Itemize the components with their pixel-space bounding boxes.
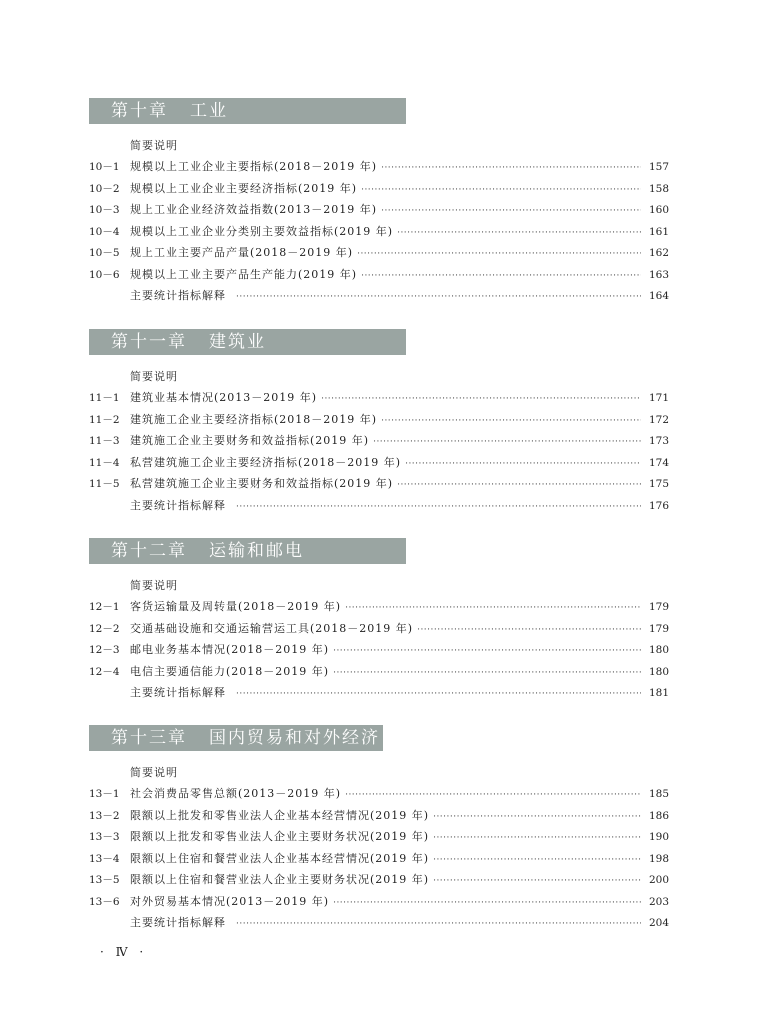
- toc-entry[interactable]: [89, 848, 669, 870]
- entry-title: 规模以上工业企业主要经济指标(2019 年): [130, 181, 358, 195]
- toc-entry[interactable]: [89, 264, 669, 286]
- toc-entry[interactable]: [89, 452, 669, 474]
- dot-leader: [333, 641, 641, 663]
- entry-page: 157: [648, 161, 669, 173]
- toc-entry[interactable]: [89, 199, 669, 221]
- entry-code: 10－2: [89, 182, 120, 195]
- entry-code: 10－5: [89, 247, 120, 259]
- toc-entry[interactable]: [89, 387, 669, 409]
- entry-code: 10－1: [89, 161, 120, 173]
- entry-title: 限额以上住宿和餐营业法人企业主要财务状况(2019 年): [130, 873, 430, 886]
- entry-title: 社会消费品零售总额(2013－2019 年): [130, 787, 342, 800]
- intro-link[interactable]: 简要说明: [130, 139, 178, 152]
- entry-page: 175: [648, 478, 669, 490]
- dot-leader: [381, 411, 641, 433]
- entry-code: 13－4: [89, 852, 120, 865]
- entry-code: 10－6: [89, 268, 120, 281]
- entry-page: 181: [648, 687, 669, 699]
- intro-link[interactable]: 简要说明: [130, 766, 178, 779]
- entry-title: 主要统计指标解释: [130, 289, 226, 302]
- entry-code: 13－2: [89, 809, 120, 822]
- dot-leader: [333, 663, 641, 685]
- entry-page: 162: [648, 247, 669, 259]
- dot-leader: [236, 914, 641, 936]
- dot-leader: [381, 201, 641, 223]
- toc-entry[interactable]: [89, 826, 669, 848]
- entry-title: 交通基础设施和交通运输营运工具(2018－2019 年): [130, 621, 414, 635]
- entry-page: 173: [648, 435, 669, 447]
- dot-leader: [405, 454, 641, 476]
- entry-page: 200: [648, 874, 669, 886]
- entry-title: 电信主要通信能力(2018－2019 年): [130, 664, 330, 678]
- entry-page: 174: [648, 456, 669, 469]
- toc-entry-explanation[interactable]: [89, 285, 669, 307]
- entry-title: 规模以上工业企业分类别主要效益指标(2019 年): [130, 224, 394, 238]
- entry-title: 规模以上工业主要产品生产能力(2019 年): [130, 267, 358, 281]
- toc-entry[interactable]: [89, 473, 669, 495]
- entry-code: 10－4: [89, 225, 120, 238]
- entry-page: 203: [648, 895, 669, 908]
- entry-page: 179: [648, 601, 669, 613]
- entry-page: 198: [648, 852, 669, 865]
- dot-leader: [357, 244, 641, 266]
- entry-code: 13－6: [89, 895, 120, 908]
- entry-title: 客货运输量及周转量(2018－2019 年): [130, 600, 342, 613]
- entry-code: 11－2: [89, 413, 120, 426]
- dot-leader: [361, 180, 641, 202]
- entry-title: 建筑施工企业主要财务和效益指标(2019 年): [130, 434, 370, 447]
- entry-page: 160: [648, 204, 669, 216]
- chapter-10: [89, 98, 669, 307]
- entry-code: 10－3: [89, 204, 120, 216]
- toc-entry[interactable]: [89, 783, 669, 805]
- entry-title: 限额以上住宿和餐营业法人企业基本经营情况(2019 年): [130, 851, 430, 865]
- entry-title: 邮电业务基本情况(2018－2019 年): [130, 643, 330, 656]
- entry-code: 12－2: [89, 622, 120, 635]
- dot-leader: [236, 287, 641, 309]
- entry-title: 限额以上批发和零售业法人企业基本经营情况(2019 年): [130, 808, 430, 822]
- chapter-number: 第十三章: [111, 728, 187, 748]
- entry-code: 13－1: [89, 788, 120, 800]
- dot-leader: [333, 893, 641, 915]
- entry-page: 179: [648, 622, 669, 635]
- toc-entry[interactable]: [89, 639, 669, 661]
- entry-title: 私营建筑施工企业主要财务和效益指标(2019 年): [130, 477, 394, 490]
- chapter-heading: [89, 329, 406, 355]
- toc-entry[interactable]: [89, 156, 669, 178]
- entry-page: 172: [648, 413, 669, 426]
- entry-title: 规上工业企业经济效益指数(2013－2019 年): [130, 203, 378, 216]
- entry-code: 12－3: [89, 644, 120, 656]
- entry-page: 164: [648, 290, 669, 302]
- entry-page: 190: [648, 831, 669, 843]
- toc-entry-explanation[interactable]: [89, 495, 669, 517]
- toc-entry[interactable]: [89, 618, 669, 640]
- toc-entry[interactable]: [89, 409, 669, 431]
- dot-leader: [345, 598, 641, 620]
- entry-code: 11－1: [89, 392, 120, 404]
- chapter-heading: [89, 538, 406, 564]
- chapter-13: [89, 725, 669, 934]
- entry-code: 12－1: [89, 601, 120, 613]
- chapter-number: 第十一章: [111, 332, 187, 352]
- chapter-heading: [89, 725, 383, 751]
- entry-code: 13－3: [89, 831, 120, 843]
- entry-code: 11－4: [89, 456, 120, 469]
- entry-title: 主要统计指标解释: [130, 686, 226, 699]
- entry-page: 163: [648, 268, 669, 281]
- dot-leader: [433, 828, 641, 850]
- entry-title: 私营建筑施工企业主要经济指标(2018－2019 年): [130, 455, 402, 469]
- toc-entry-explanation[interactable]: [89, 682, 669, 704]
- chapter-number: 第十二章: [111, 541, 187, 561]
- toc-entry[interactable]: [89, 661, 669, 683]
- dot-leader: [433, 850, 641, 872]
- dot-leader: [345, 785, 641, 807]
- dot-leader: [433, 871, 641, 893]
- toc-entry[interactable]: [89, 178, 669, 200]
- dot-leader: [321, 389, 641, 411]
- entry-page: 180: [648, 665, 669, 678]
- chapter-name: 国内贸易和对外经济: [209, 728, 380, 748]
- entry-title: 对外贸易基本情况(2013－2019 年): [130, 894, 330, 908]
- entry-title: 规上工业主要产品产量(2018－2019 年): [130, 246, 354, 259]
- chapter-name: 建筑业: [209, 332, 266, 352]
- dot-leader: [397, 475, 641, 497]
- toc-entry[interactable]: [89, 891, 669, 913]
- dot-leader: [417, 620, 641, 642]
- chapter-name: 工业: [190, 101, 228, 121]
- toc-entry[interactable]: [89, 430, 669, 452]
- entry-title: 建筑业基本情况(2013－2019 年): [130, 391, 318, 404]
- entry-page: 185: [648, 788, 669, 800]
- toc-entry[interactable]: [89, 596, 669, 618]
- dot-leader: [433, 807, 641, 829]
- toc-entry[interactable]: [89, 805, 669, 827]
- entry-code: 12－4: [89, 665, 120, 678]
- entry-page: 204: [648, 917, 669, 929]
- entry-page: 171: [648, 392, 669, 404]
- entry-title: 主要统计指标解释: [130, 498, 226, 512]
- chapter-name: 运输和邮电: [209, 541, 304, 561]
- entry-title: 建筑施工企业主要经济指标(2018－2019 年): [130, 412, 378, 426]
- entry-code: 13－5: [89, 874, 120, 886]
- entry-title: 规模以上工业企业主要指标(2018－2019 年): [130, 160, 378, 173]
- entry-title: 主要统计指标解释: [130, 916, 226, 929]
- dot-leader: [236, 497, 641, 519]
- toc-entry[interactable]: [89, 869, 669, 891]
- chapter-11: [89, 329, 669, 516]
- toc-entry[interactable]: [89, 242, 669, 264]
- dot-leader: [381, 158, 641, 180]
- intro-link[interactable]: 简要说明: [130, 370, 178, 383]
- entry-page: 180: [648, 644, 669, 656]
- page-number: · Ⅳ ·: [100, 945, 148, 959]
- entry-page: 158: [648, 182, 669, 195]
- toc-entry-explanation[interactable]: [89, 912, 669, 934]
- dot-leader: [373, 432, 641, 454]
- chapter-12: [89, 538, 669, 704]
- toc-entry[interactable]: [89, 221, 669, 243]
- entry-page: 161: [648, 225, 669, 238]
- entry-page: 186: [648, 809, 669, 822]
- entry-code: 11－3: [89, 435, 120, 447]
- entry-page: 176: [648, 499, 669, 512]
- dot-leader: [361, 266, 641, 288]
- chapter-number: 第十章: [111, 101, 168, 121]
- entry-code: 11－5: [89, 478, 120, 490]
- dot-leader: [236, 684, 641, 706]
- entry-title: 限额以上批发和零售业法人企业主要财务状况(2019 年): [130, 830, 430, 843]
- intro-link[interactable]: 简要说明: [130, 579, 178, 592]
- chapter-heading: [89, 98, 406, 124]
- dot-leader: [397, 223, 641, 245]
